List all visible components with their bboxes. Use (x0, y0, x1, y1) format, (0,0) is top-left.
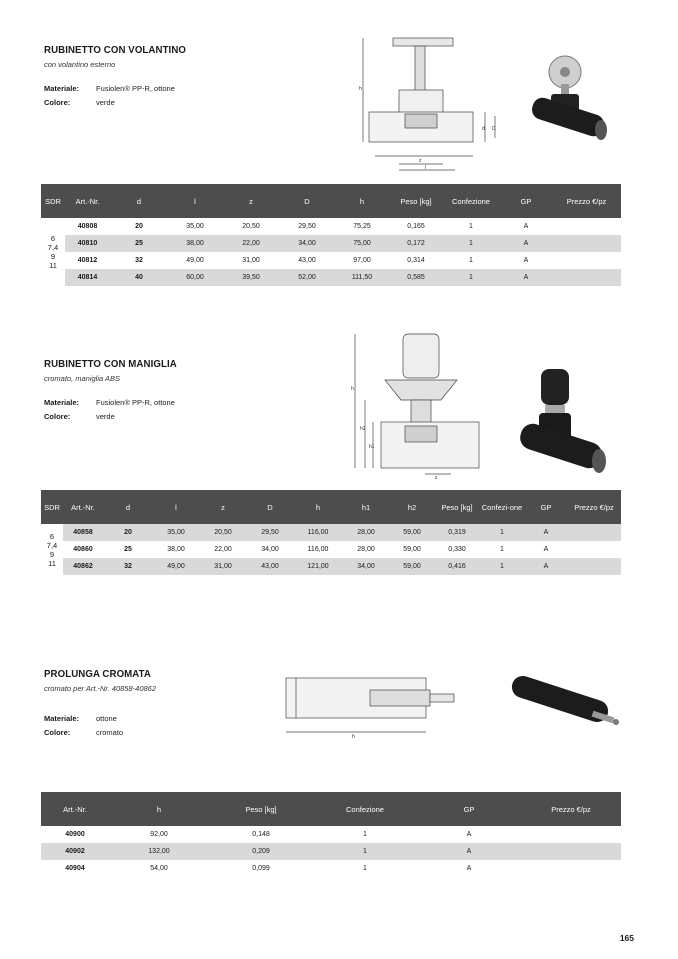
cell-D: 52,00 (280, 269, 334, 286)
dim-h1: h1 (369, 444, 375, 450)
header-cell: Confezi-one (479, 490, 525, 524)
article-number: 40810 (65, 235, 110, 252)
article-number: 40808 (77, 223, 98, 230)
product-table (41, 184, 621, 286)
header-cell: Art.-Nr. (65, 184, 110, 218)
material-label: Materiale: (44, 714, 80, 723)
product-image (525, 54, 610, 149)
cell-gp: A (500, 269, 552, 286)
cell-price (567, 524, 621, 541)
cell-price (521, 860, 621, 877)
cell-weight: 0,416 (435, 558, 479, 575)
header-cell: GP (500, 184, 552, 218)
header-cell: h (334, 184, 390, 218)
section-subtitle: con volantino esterno (44, 60, 116, 69)
header-cell: h2 (389, 490, 435, 524)
color-label: Colore: (44, 728, 71, 737)
cell-price (567, 541, 621, 558)
header-cell: Art.-Nr. (41, 792, 109, 826)
cell-D: 29,50 (298, 223, 316, 230)
cell-h: 75,25 (353, 223, 371, 230)
cell-gp: A (523, 223, 529, 230)
sdr-value: 11 (49, 261, 57, 270)
dim-h2: h2 (360, 426, 366, 432)
cell-weight: 0,314 (407, 257, 425, 264)
dim-z: z (435, 475, 438, 480)
sdr-value: 9 (50, 252, 56, 261)
cell-d: 20 (135, 223, 143, 230)
material-value: ottone (96, 714, 117, 723)
section-title: PROLUNGA CROMATA (44, 668, 152, 680)
section-subtitle: cromato, maniglia ABS (44, 374, 121, 383)
cell-gp: A (466, 865, 472, 872)
cell-gp: A (500, 235, 552, 252)
cell-pack: 1 (479, 558, 525, 575)
cell-h: 111,50 (334, 269, 390, 286)
dim-h: h (351, 386, 354, 392)
cell-h1: 34,00 (343, 558, 389, 575)
header-cell: d (103, 490, 153, 524)
cell-D: 34,00 (280, 235, 334, 252)
cell-gp: A (543, 546, 549, 553)
cell-price (521, 843, 621, 860)
header-cell: Prezzo €/pz (552, 184, 621, 218)
material-label: Materiale: (44, 398, 80, 407)
header-cell: l (168, 184, 222, 218)
cell-z: 39,50 (222, 269, 280, 286)
product-image (500, 674, 625, 734)
cell-h: 92,00 (150, 831, 168, 838)
cell-weight: 0,165 (407, 223, 425, 230)
article-number: 40900 (65, 831, 85, 838)
cell-D: 29,50 (247, 524, 293, 541)
cell-weight: 0,099 (252, 865, 270, 872)
header-cell: Art.-Nr. (63, 490, 103, 524)
cell-h1: 28,00 (343, 524, 389, 541)
article-number: 40902 (41, 843, 109, 860)
cell-price (552, 218, 621, 235)
sdr-value: 7,4 (46, 540, 58, 550)
color-value: verde (96, 98, 115, 107)
cell-l: 38,00 (167, 546, 185, 553)
cell-z: 20,50 (199, 524, 247, 541)
product-table (41, 490, 621, 575)
material-value: Fusiolen® PP-R, ottone (96, 398, 175, 407)
header-cell: Peso [kg] (390, 184, 442, 218)
cell-gp: A (525, 558, 567, 575)
cell-z: 20,50 (242, 223, 260, 230)
sdr-value: 6 (50, 234, 56, 243)
product-image (515, 365, 610, 480)
cell-gp: A (523, 257, 529, 264)
dim-h: h (352, 734, 355, 740)
cell-price (552, 269, 621, 286)
cell-l: 49,00 (186, 257, 204, 264)
cell-gp: A (525, 524, 567, 541)
header-cell: Confezione (442, 184, 500, 218)
technical-drawing (345, 330, 495, 480)
cell-z: 31,00 (242, 257, 260, 264)
cell-d: 20 (103, 524, 153, 541)
sdr-value: 6 (49, 531, 55, 541)
cell-h: 132,00 (109, 843, 209, 860)
header-cell: h (109, 792, 209, 826)
header-cell: h1 (343, 490, 389, 524)
sdr-value: 9 (49, 549, 55, 559)
cell-h: 54,00 (150, 865, 168, 872)
header-cell: Peso [kg] (435, 490, 479, 524)
technical-drawing (280, 672, 480, 742)
cell-d: 25 (110, 235, 168, 252)
section-subtitle: cromato per Art.-Nr. 40858-40862 (44, 684, 156, 693)
cell-D: 43,00 (298, 257, 316, 264)
article-number: 40862 (63, 558, 103, 575)
cell-price (552, 235, 621, 252)
sdr-cell (41, 218, 65, 286)
cell-z: 22,00 (222, 235, 280, 252)
cell-d: 40 (110, 269, 168, 286)
article-number: 40904 (65, 865, 85, 872)
cell-h2: 59,00 (389, 524, 435, 541)
sdr-value: 7,4 (47, 243, 59, 252)
cell-z: 31,00 (199, 558, 247, 575)
cell-weight: 0,330 (448, 546, 466, 553)
color-label: Colore: (44, 412, 71, 421)
header-cell: D (280, 184, 334, 218)
cell-h: 116,00 (307, 546, 329, 553)
header-cell: Prezzo €/pz (567, 490, 621, 524)
header-cell: SDR (41, 490, 63, 524)
cell-price (552, 252, 621, 269)
header-cell: Confezione (313, 792, 417, 826)
cell-h: 116,00 (293, 524, 343, 541)
dim-D: D (492, 126, 496, 132)
article-number: 40858 (63, 524, 103, 541)
cell-d: 32 (135, 257, 143, 264)
cell-l: 35,00 (186, 223, 204, 230)
article-number: 40860 (73, 546, 93, 553)
cell-D: 43,00 (247, 558, 293, 575)
cell-h2: 59,00 (403, 546, 421, 553)
color-value: verde (96, 412, 115, 421)
header-cell: GP (417, 792, 521, 826)
cell-pack: 1 (442, 235, 500, 252)
cell-z: 22,00 (214, 546, 232, 553)
cell-weight: 0,585 (390, 269, 442, 286)
cell-gp: A (417, 843, 521, 860)
article-number: 40814 (65, 269, 110, 286)
dim-h: h (359, 86, 362, 92)
cell-weight: 0,172 (390, 235, 442, 252)
cell-pack: 1 (313, 843, 417, 860)
cell-weight: 0,209 (209, 843, 313, 860)
cell-D: 34,00 (261, 546, 279, 553)
cell-h: 75,00 (334, 235, 390, 252)
cell-h: 121,00 (293, 558, 343, 575)
cell-l: 49,00 (153, 558, 199, 575)
dim-z: z (419, 158, 422, 164)
header-cell: d (110, 184, 168, 218)
color-value: cromato (96, 728, 124, 737)
cell-pack: 1 (442, 269, 500, 286)
color-label: Colore: (44, 98, 71, 107)
cell-weight: 0,148 (252, 831, 270, 838)
header-cell: l (153, 490, 199, 524)
cell-pack: 1 (469, 257, 473, 264)
cell-l: 60,00 (168, 269, 222, 286)
header-cell: z (222, 184, 280, 218)
cell-pack: 1 (500, 546, 504, 553)
technical-drawing (355, 34, 505, 174)
header-cell: D (247, 490, 293, 524)
cell-pack: 1 (363, 865, 367, 872)
cell-h2: 59,00 (389, 558, 435, 575)
material-value: Fusiolen® PP-R, ottone (96, 84, 175, 93)
cell-pack: 1 (479, 524, 525, 541)
header-cell: h (293, 490, 343, 524)
dim-l: l (425, 165, 427, 171)
header-cell: GP (525, 490, 567, 524)
cell-weight: 0,319 (435, 524, 479, 541)
material-label: Materiale: (44, 84, 80, 93)
sdr-value: 11 (48, 558, 56, 568)
cell-l: 38,00 (168, 235, 222, 252)
cell-gp: A (466, 831, 472, 838)
cell-d: 25 (124, 546, 132, 553)
cell-price (521, 826, 621, 843)
product-table (41, 792, 621, 877)
cell-h1: 28,00 (357, 546, 375, 553)
header-cell: z (199, 490, 247, 524)
cell-d: 32 (103, 558, 153, 575)
cell-l: 35,00 (153, 524, 199, 541)
cell-h: 97,00 (353, 257, 371, 264)
section-title: RUBINETTO CON MANIGLIA (44, 358, 177, 370)
header-cell: Prezzo €/pz (521, 792, 621, 826)
page-number: 165 (619, 933, 634, 943)
header-cell: SDR (41, 184, 65, 218)
section-title: RUBINETTO CON VOLANTINO (44, 44, 187, 56)
dim-d: d (482, 126, 485, 132)
cell-pack: 1 (469, 223, 473, 230)
cell-price (567, 558, 621, 575)
cell-pack: 1 (363, 831, 367, 838)
article-number: 40812 (77, 257, 98, 264)
header-cell: Peso [kg] (209, 792, 313, 826)
sdr-cell (41, 524, 63, 575)
